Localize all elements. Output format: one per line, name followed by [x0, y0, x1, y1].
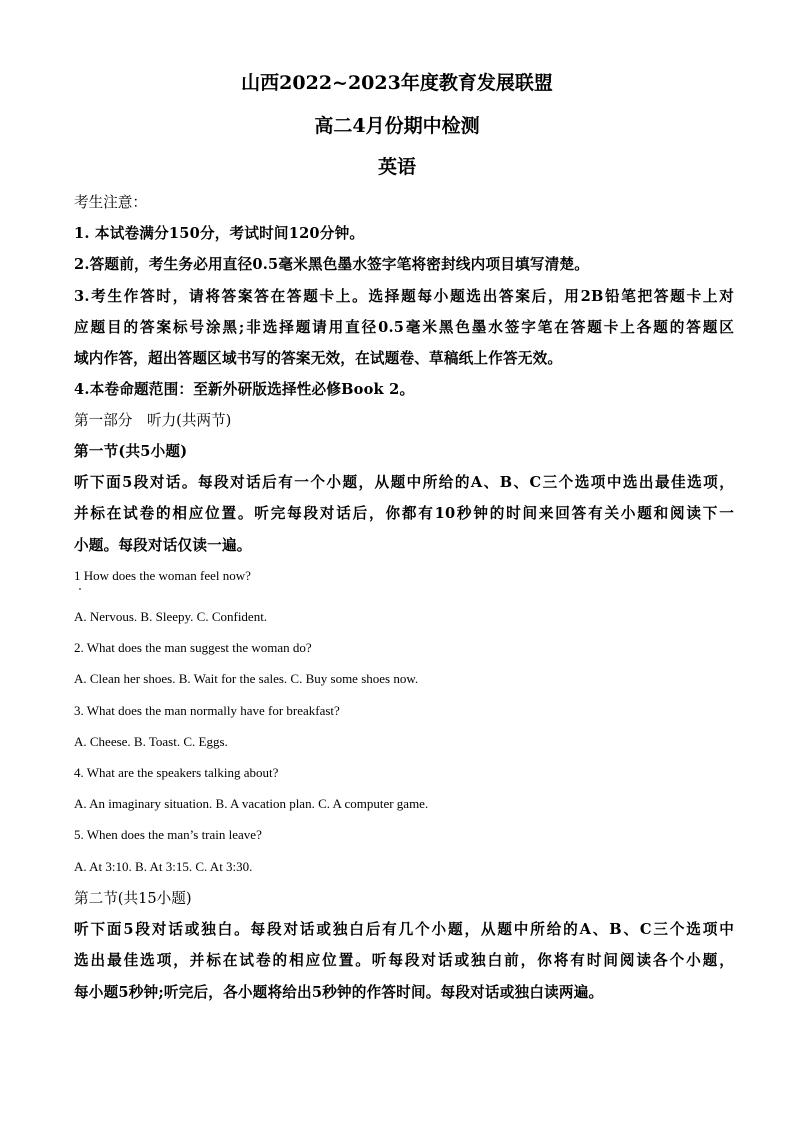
section2-instruction-line-1: 听下面5段对话或独白。每段对话或独白后有几个小题，从题中所给的A、B、C三个选项中	[74, 921, 734, 938]
notice-item-2: 2.答题前，考生务必用直径0.5毫米黑色墨水签字笔将密封线内项目填写清楚。	[74, 256, 590, 273]
section1-instruction-line-2: 并标在试卷的相应位置。听完每段对话后，你都有10秒钟的时间来回答有关小题和阅读下一	[74, 505, 734, 522]
exam-title: 山西2022~2023年度教育发展联盟	[241, 72, 553, 94]
stray-dot	[79, 588, 81, 590]
question-1-stem: 1 How does the woman feel now?	[74, 568, 251, 583]
exam-subtitle: 高二4月份期中检测	[314, 115, 480, 137]
subject-title: 英语	[377, 156, 416, 178]
notice-item-3-line-3: 域内作答，超出答题区域书写的答案无效，在试题卷、草稿纸上作答无效。	[74, 350, 563, 367]
notice-item-4: 4.本卷命题范围：至新外研版选择性必修Book 2。	[74, 381, 415, 398]
section1-instruction-line-1: 听下面5段对话。每段对话后有一个小题，从题中所给的A、B、C三个选项中选出最佳选项，	[74, 474, 734, 491]
question-1-options: A. Nervous. B. Sleepy. C. Confident.	[74, 609, 268, 624]
section2-instruction-line-2: 选出最佳选项，并标在试卷的相应位置。听每段对话或独白前，你将有时间阅读各个小题，	[74, 952, 734, 969]
question-3-options: A. Cheese. B. Toast. C. Eggs.	[74, 734, 228, 749]
notice-item-3-line-2: 应题目的答案标号涂黑;非选择题请用直径0.5毫米黑色墨水签字笔在答题卡上各题的答题区	[74, 319, 734, 336]
notice-item-3-line-1: 3.考生作答时，请将答案答在答题卡上。选择题每小题选出答案后，用2B铅笔把答题卡上对	[74, 288, 734, 305]
question-5-options: A. At 3:10. B. At 3:15. C. At 3:30.	[74, 859, 253, 874]
part1-heading: 第一部分 听力(共两节)	[74, 412, 232, 429]
section1-heading: 第一节(共5小题)	[74, 443, 188, 460]
question-2-options: A. Clean her shoes. B. Wait for the sales. C. Buy some shoes now.	[74, 671, 419, 686]
question-4-stem: 4. What are the speakers talking about?	[74, 765, 279, 780]
question-2-stem: 2. What does the man suggest the woman do?	[74, 640, 312, 655]
section1-instruction-line-3: 小题。每段对话仅读一遍。	[74, 537, 252, 554]
question-3-stem: 3. What does the man normally have for breakfast?	[74, 703, 340, 718]
section2-instruction-line-3: 每小题5秒钟;听完后，各小题将给出5秒钟的作答时间。每段对话或独白读两遍。	[74, 984, 604, 1001]
section2-heading: 第二节(共15小题)	[74, 890, 192, 907]
notice-heading: 考生注意：	[74, 194, 147, 211]
question-4-options: A. An imaginary situation. B. A vacation plan. C. A computer game.	[74, 796, 429, 811]
question-5-stem: 5. When does the man’s train leave?	[74, 827, 262, 842]
notice-item-1: 1. 本试卷满分150分，考试时间120分钟。	[74, 225, 365, 242]
